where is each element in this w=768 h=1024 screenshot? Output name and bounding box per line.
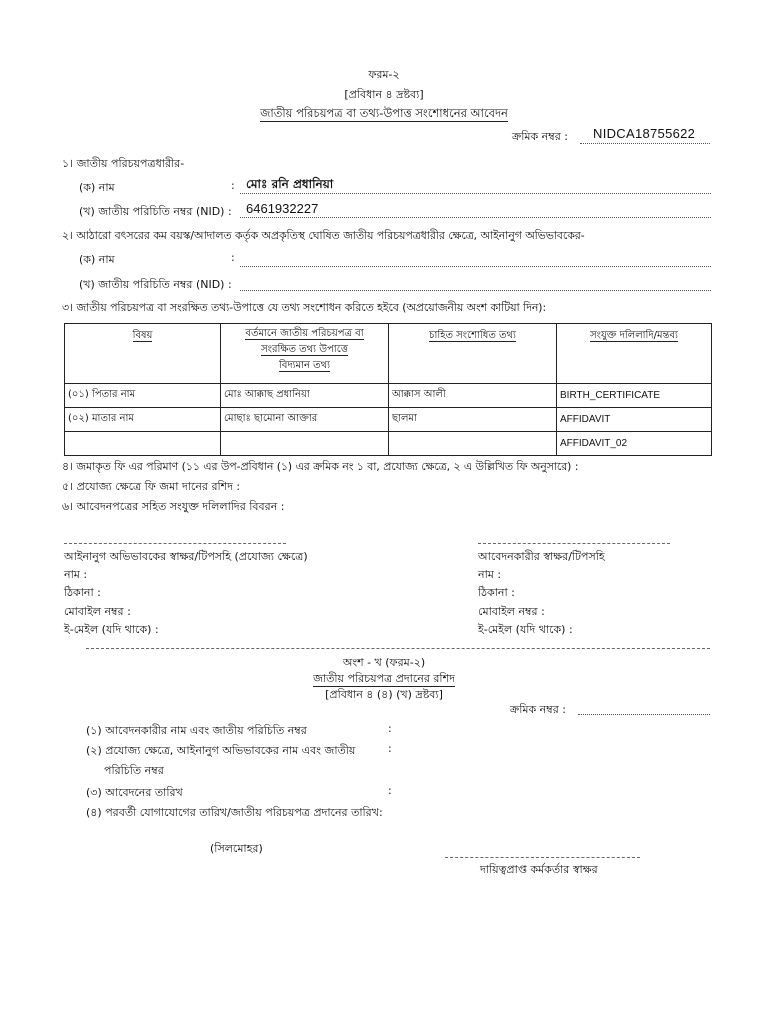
guardian-mobile-label: মোবাইল নম্বর : xyxy=(64,605,131,618)
applicant-name-label: নাম : xyxy=(478,568,502,581)
receipt-serial-label: ক্রমিক নম্বর : xyxy=(510,703,566,716)
applicant-mobile-label: মোবাইল নম্বর : xyxy=(478,605,545,618)
row3-document: AFFIDAVIT_02 xyxy=(557,432,712,456)
guardian-name-line xyxy=(240,266,711,267)
section1-nid-label: (খ) জাতীয় পরিচিতি নম্বর (NID) : xyxy=(79,205,232,218)
row1-desired: আক্কাস আলী xyxy=(389,384,557,408)
header-documents: সংযুক্ত দলিলাদি/মন্তব্য xyxy=(557,324,712,384)
section1-name-colon: : xyxy=(231,179,235,192)
guardian-email-label: ই-মেইল (যদি থাকে) : xyxy=(64,623,159,636)
row2-current: মোছাঃ ছামোনা আক্তার xyxy=(221,408,389,432)
receipt-serial-line xyxy=(578,714,710,715)
holder-nid-line xyxy=(240,217,711,218)
receipt-item-2: (২) প্রযোজ্য ক্ষেত্রে, আইনানুগ অভিভাবকের নাম এবং জাতীয় xyxy=(86,744,356,757)
row1-current: মোঃ আক্কাছ প্রধানিয়া xyxy=(221,384,389,408)
receipt-item-1: (১) আবেদনকারীর নাম এবং জাতীয় পরিচিতি নম্বর xyxy=(86,724,307,737)
header-desired-info: চাহিত সংশোধিত তথ্য xyxy=(389,324,557,384)
serial-value: NIDCA18755622 xyxy=(593,126,696,141)
guardian-signature-title: আইনানুগ অভিভাবকের স্বাক্ষর/টিপসহি (প্রযোজ্য ক্ষেত্রে) xyxy=(64,550,308,563)
receipt-item-1-colon: : xyxy=(388,722,392,735)
row2-document: AFFIDAVIT xyxy=(557,408,712,432)
receipt-part-title: অংশ - খ (ফরম-২) xyxy=(342,656,426,669)
receipt-item-3: (৩) আবেদনের তারিখ xyxy=(86,786,183,799)
applicant-signature-line xyxy=(478,543,670,544)
row1-subject: (০১) পিতার নাম xyxy=(65,384,221,408)
seal-label: (সিলমোহর) xyxy=(210,842,263,855)
rule-reference: [প্রবিধান ৪ দ্রষ্টব্য] xyxy=(344,88,424,101)
row3-desired xyxy=(389,432,557,456)
section6-documents: ৬। আবেদনপত্রের সহিত সংযুক্ত দলিলাদির বিবরন : xyxy=(62,500,285,513)
table-row xyxy=(65,432,712,456)
applicant-signature-title: আবেদনকারীর স্বাক্ষর/টিপসহি xyxy=(478,550,605,563)
holder-name-value: মোঃ রনি প্রধানিয়া xyxy=(246,177,334,191)
section1-name-label: (ক) নাম xyxy=(79,181,115,194)
section5-receipt: ৫। প্রযোজ্য ক্ষেত্রে ফি জমা দানের রশিদ : xyxy=(62,480,241,493)
form-number: ফরম-২ xyxy=(368,68,400,81)
row2-desired: ছালমা xyxy=(389,408,557,432)
table-header-row xyxy=(65,324,712,384)
guardian-address-label: ঠিকানা : xyxy=(64,586,101,599)
header-subject: বিষয় xyxy=(65,324,221,384)
holder-name-line xyxy=(240,193,711,194)
receipt-item-4: (৪) পরবর্তী যোগাযোগের তারিখ/জাতীয় পরিচয়পত্র প্রদানের তারিখ: xyxy=(86,806,383,819)
form-title: জাতীয় পরিচয়পত্র বা তথ্য-উপাত্ত সংশোধনের আবেদন xyxy=(260,106,508,120)
row1-document: BIRTH_CERTIFICATE xyxy=(557,384,712,408)
row3-subject xyxy=(65,432,221,456)
applicant-address-label: ঠিকানা : xyxy=(478,586,515,599)
holder-nid-value: 6461932227 xyxy=(246,201,319,216)
applicant-email-label: ই-মেইল (যদি থাকে) : xyxy=(478,623,573,636)
guardian-nid-line xyxy=(240,290,711,291)
form-title-wrap xyxy=(0,105,768,124)
serial-label: ক্রমিক নম্বর : xyxy=(512,130,568,143)
guardian-signature-line xyxy=(64,543,286,544)
receipt-item-2-colon: : xyxy=(388,742,392,755)
header-current-info: বর্তমানে জাতীয় পরিচয়পত্র বা সংরক্ষিত তথ্য উপাত্তে বিদ্যমান তথ্য xyxy=(221,324,389,384)
receipt-item-3-colon: : xyxy=(388,784,392,797)
section4-fee: ৪। জমাকৃত ফি এর পরিমাণ (১১ এর উপ-প্রবিধান (১) এর ক্রমিক নং ১ বা, প্রযোজ্য ক্ষেত্রে, ২ এ উল্লিখিত ফি অনুসারে) : xyxy=(62,460,579,473)
section3-title: ৩। জাতীয় পরিচয়পত্র বা সংরক্ষিত তথ্য-উপাত্তে যে তথ্য সংশোধন করিতে হইবে (অপ্রয়োজনীয় অংশ কাটিয়া দিন): xyxy=(62,301,547,314)
table-row xyxy=(65,408,712,432)
correction-table xyxy=(64,323,712,456)
section2-name-colon: : xyxy=(231,251,235,264)
receipt-item-2-cont: পরিচিতি নম্বর xyxy=(104,764,164,777)
receipt-rule-ref: [প্রবিধান ৪ (৪) (খ) দ্রষ্টব্য] xyxy=(325,688,443,701)
guardian-name-label: নাম : xyxy=(64,568,88,581)
section2-title: ২। আঠারো বৎসরের কম বয়স্ক/আদালত কর্তৃক অপ্রকৃতিস্থ ঘোষিত জাতীয় পরিচয়পত্রধারীর ক্ষেত্রে, আইনানুগ অভিভাবকের- xyxy=(62,229,585,242)
section2-nid-label: (খ) জাতীয় পরিচিতি নম্বর (NID) : xyxy=(79,278,232,291)
cut-line xyxy=(86,648,710,649)
serial-dotted-line xyxy=(580,143,710,144)
row2-subject: (০২) মাতার নাম xyxy=(65,408,221,432)
receipt-title: জাতীয় পরিচয়পত্র প্রদানের রশিদ xyxy=(313,672,455,685)
officer-signature-label: দায়িত্বপ্রাপ্ত কর্মকর্তার স্বাক্ষর xyxy=(480,863,598,876)
section1-title: ১। জাতীয় পরিচয়পত্রধারীর- xyxy=(62,157,185,170)
officer-signature-line xyxy=(445,857,640,858)
table-row xyxy=(65,384,712,408)
section2-name-label: (ক) নাম xyxy=(79,253,115,266)
row3-current xyxy=(221,432,389,456)
